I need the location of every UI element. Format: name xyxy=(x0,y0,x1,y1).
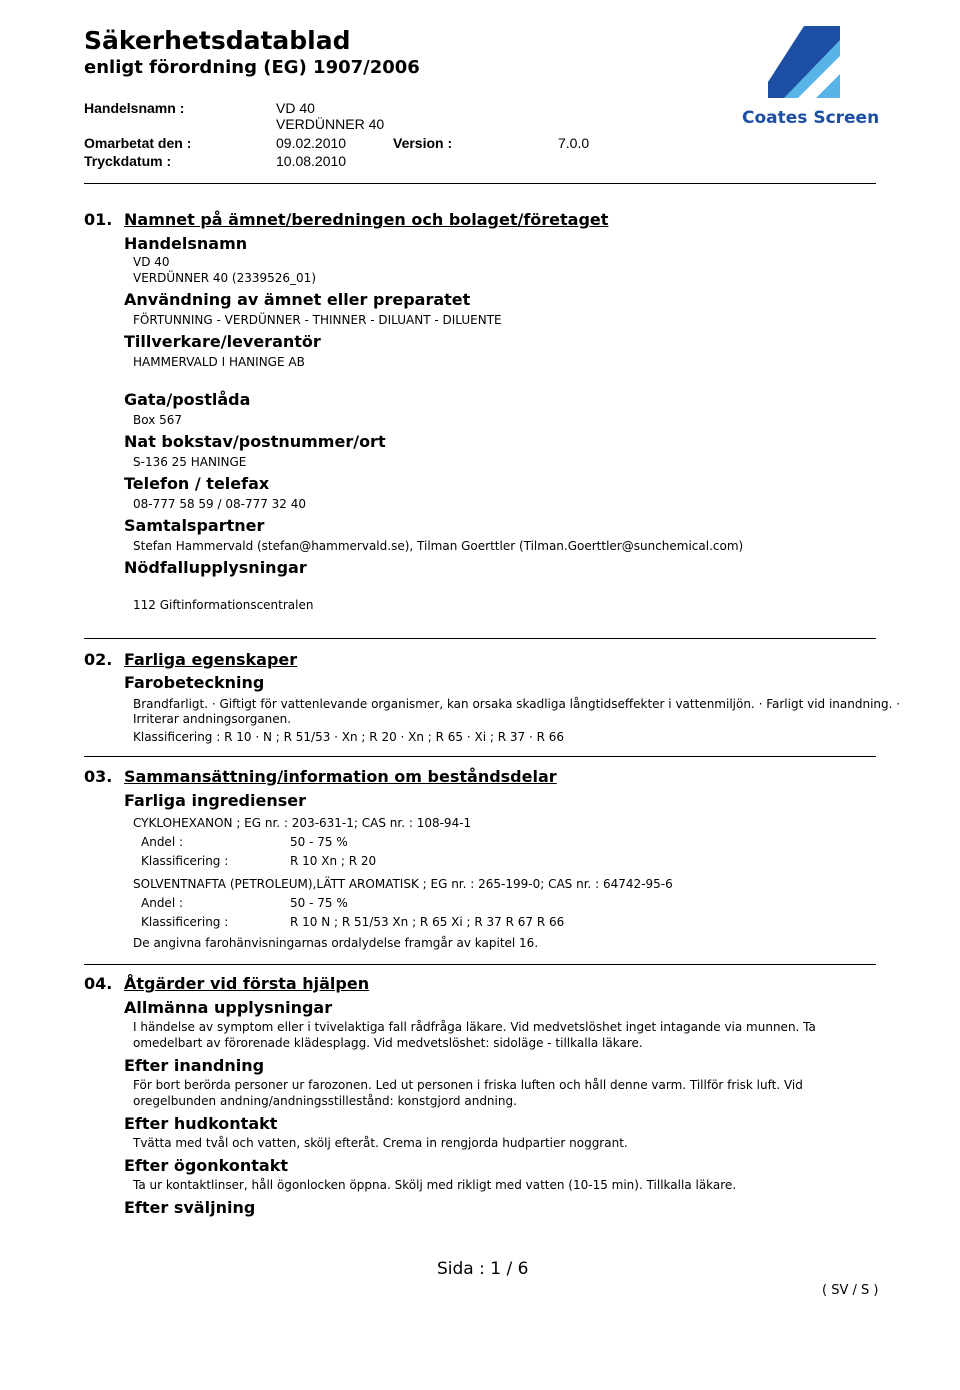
handelsnamn-value-1: VD 40 xyxy=(133,255,170,269)
trade-name-value-2: VERDÜNNER 40 xyxy=(276,116,385,132)
ingredient-1-klass-label: Klassificering : xyxy=(141,854,229,868)
section-03-number: 03. xyxy=(84,767,113,786)
printed-value: 10.08.2010 xyxy=(276,153,347,169)
ingredient-2-klass-value: R 10 N ; R 51/53 Xn ; R 65 Xi ; R 37 R 67 R 66 xyxy=(290,915,565,929)
inandning-heading: Efter inandning xyxy=(124,1056,265,1075)
handelsnamn-value-2: VERDÜNNER 40 (2339526_01) xyxy=(133,271,316,285)
section-divider-03 xyxy=(84,964,876,965)
nod-value: 112 Giftinformationscentralen xyxy=(133,598,314,612)
farobeteckning-line-2: Irriterar andningsorganen. xyxy=(133,712,292,726)
anvandning-value: FÖRTUNNING - VERDÜNNER - THINNER - DILUANT - DILUENTE xyxy=(133,313,502,327)
leverantor-heading: Tillverkare/leverantör xyxy=(124,332,321,351)
telefon-value: 08-777 58 59 / 08-777 32 40 xyxy=(133,497,307,511)
section-01-number: 01. xyxy=(84,210,113,229)
section-01-title: Namnet på ämnet/beredningen och bolaget/företaget xyxy=(124,210,609,229)
farobeteckning-line-1: Brandfarligt. · Giftigt för vattenlevande organismer, kan orsaka skadliga långtidseffekter i vattenmiljön. · Farligt vid inandning. · xyxy=(133,697,901,711)
hudkontakt-text: Tvätta med tvål och vatten, skölj efteråt. Crema in rengjorda hudpartier noggrant. xyxy=(133,1136,628,1150)
ogonkontakt-text: Ta ur kontaktlinser, håll ögonlocken öppna. Skölj med rikligt med vatten (10-15 min). Tillkalla läkare. xyxy=(133,1178,737,1192)
ingredient-1-andel-label: Andel : xyxy=(141,835,184,849)
ingredient-2-name: SOLVENTNAFTA (PETROLEUM),LÄTT AROMATISK ; EG nr. : 265-199-0; CAS nr. : 64742-95-6 xyxy=(133,877,673,891)
trade-name-value-1: VD 40 xyxy=(276,100,315,116)
anvandning-heading: Användning av ämnet eller preparatet xyxy=(124,290,471,309)
coates-screen-logo xyxy=(738,20,878,132)
nat-value: S-136 25 HANINGE xyxy=(133,455,247,469)
ingredient-1-klass-value: R 10 Xn ; R 20 xyxy=(290,854,377,868)
ingredienser-heading: Farliga ingredienser xyxy=(124,791,306,810)
printed-label: Tryckdatum : xyxy=(84,153,172,169)
farohanvisning-note: De angivna farohänvisningarnas ordalydelse framgår av kapitel 16. xyxy=(133,936,539,950)
gata-value: Box 567 xyxy=(133,413,183,427)
logo-text: Coates Screen xyxy=(742,108,880,128)
version-value: 7.0.0 xyxy=(558,135,590,151)
farobeteckning-heading: Farobeteckning xyxy=(124,673,265,692)
handelsnamn-heading: Handelsnamn xyxy=(124,234,248,253)
samtal-value: Stefan Hammervald (stefan@hammervald.se), Tilman Goerttler (Tilman.Goerttler@sunchemical.com) xyxy=(133,539,744,553)
svaljning-heading: Efter sväljning xyxy=(124,1198,256,1217)
version-label: Version : xyxy=(393,135,453,151)
telefon-heading: Telefon / telefax xyxy=(124,474,270,493)
ingredient-2-klass-label: Klassificering : xyxy=(141,915,229,929)
revised-label: Omarbetat den : xyxy=(84,135,192,151)
header-divider xyxy=(84,183,876,184)
allmanna-heading: Allmänna upplysningar xyxy=(124,998,333,1017)
language-code: ( SV / S ) xyxy=(822,1283,879,1298)
inandning-text: För bort berörda personer ur farozonen. Led ut personen i friska luften och håll denne varm. Tillför frisk luft. Vid oregelbunden andning/andningsstillestånd: konstgjord andning. xyxy=(133,1078,803,1108)
nod-heading: Nödfallupplysningar xyxy=(124,558,307,577)
section-04-number: 04. xyxy=(84,974,113,993)
section-04-title: Åtgärder vid första hjälpen xyxy=(124,974,370,993)
section-divider-01 xyxy=(84,638,876,639)
revised-value: 09.02.2010 xyxy=(276,135,347,151)
allmanna-text: I händelse av symptom eller i tvivelaktiga fall rådfråga läkare. Vid medvetslöshet inget intagande via munnen. Ta omedelbart av förorenade klädesplagg. Vid medvetslöshet: sidoläge - tillkalla läkare. xyxy=(133,1020,816,1050)
ingredient-2-andel-value: 50 - 75 % xyxy=(290,896,348,910)
ingredient-2-andel-label: Andel : xyxy=(141,896,184,910)
leverantor-value: HAMMERVALD I HANINGE AB xyxy=(133,355,305,369)
section-divider-02 xyxy=(84,756,876,757)
klassificering-value: Klassificering : R 10 · N ; R 51/53 · Xn ; R 20 · Xn ; R 65 · Xi ; R 37 · R 66 xyxy=(133,730,565,744)
document-title: Säkerhetsdatablad xyxy=(84,26,351,55)
nat-heading: Nat bokstav/postnummer/ort xyxy=(124,432,386,451)
hudkontakt-heading: Efter hudkontakt xyxy=(124,1114,278,1133)
trade-name-label: Handelsnamn : xyxy=(84,100,185,116)
ogonkontakt-heading: Efter ögonkontakt xyxy=(124,1156,289,1175)
section-02-number: 02. xyxy=(84,650,113,669)
ingredient-1-andel-value: 50 - 75 % xyxy=(290,835,348,849)
document-subtitle: enligt förordning (EG) 1907/2006 xyxy=(84,57,420,78)
gata-heading: Gata/postlåda xyxy=(124,390,251,409)
page-number: Sida : 1 / 6 xyxy=(437,1259,529,1279)
samtal-heading: Samtalspartner xyxy=(124,516,265,535)
ingredient-1-name: CYKLOHEXANON ; EG nr. : 203-631-1; CAS nr. : 108-94-1 xyxy=(133,816,472,830)
section-02-title: Farliga egenskaper xyxy=(124,650,298,669)
section-03-title: Sammansättning/information om beståndsdelar xyxy=(124,767,557,786)
